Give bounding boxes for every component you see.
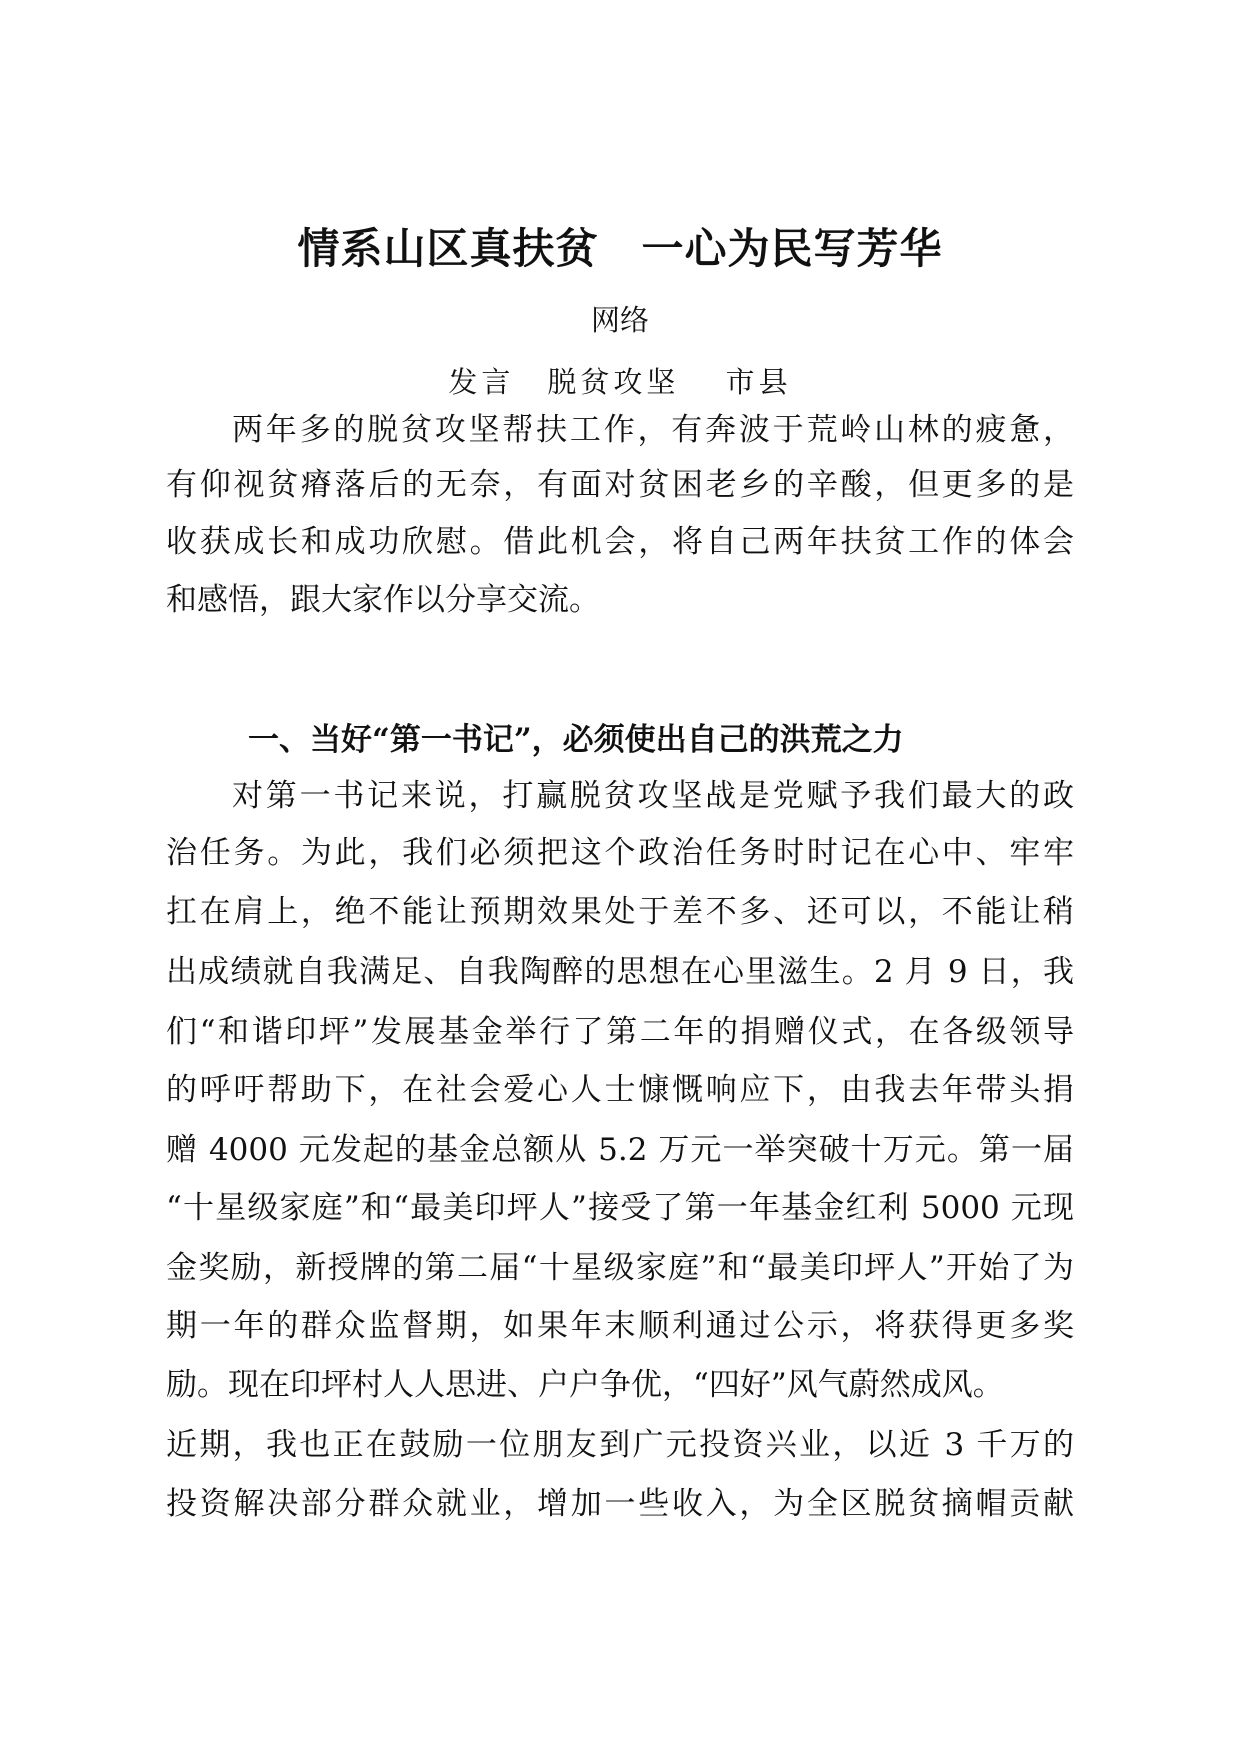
paragraph-line: 扛在肩上，绝不能让预期效果处于差不多、还可以，不能让稍 bbox=[166, 894, 1074, 930]
paragraph-line: 两年多的脱贫攻坚帮扶工作，有奔波于荒岭山林的疲惫， bbox=[232, 412, 1074, 448]
document-title: 情系山区真扶贫 一心为民写芳华 bbox=[297, 224, 943, 273]
paragraph-line: 们“和谐印坪”发展基金举行了第二年的捐赠仪式，在各级领导 bbox=[166, 1014, 1074, 1050]
paragraph-line: 期一年的群众监督期，如果年末顺利通过公示，将获得更多奖 bbox=[166, 1308, 1074, 1344]
paragraph-line: 的呼吁帮助下，在社会爱心人士慷慨响应下，由我去年带头捐 bbox=[166, 1072, 1074, 1108]
paragraph-line: 投资解决部分群众就业，增加一些收入，为全区脱贫摘帽贡献 bbox=[166, 1486, 1074, 1522]
document-source: 网络 bbox=[590, 303, 649, 337]
paragraph-line: 出成绩就自我满足、自我陶醉的思想在心里滋生。2 月 9 日，我 bbox=[166, 954, 1074, 990]
paragraph-line: “十星级家庭”和“最美印坪人”接受了第一年基金红利 5000 元现 bbox=[166, 1190, 1074, 1226]
paragraph-line: 近期，我也正在鼓励一位朋友到广元投资兴业，以近 3 千万的 bbox=[166, 1427, 1074, 1463]
document-tags: 发言 脱贫攻坚 市县 bbox=[448, 365, 792, 399]
section-heading: 一、当好“第一书记”，必须使出自己的洪荒之力 bbox=[248, 722, 904, 758]
paragraph-line: 金奖励，新授牌的第二届“十星级家庭”和“最美印坪人”开始了为 bbox=[166, 1250, 1074, 1286]
paragraph-line: 有仰视贫瘠落后的无奈，有面对贫困老乡的辛酸，但更多的是 bbox=[166, 467, 1074, 503]
paragraph-line: 治任务。为此，我们必须把这个政治任务时时记在心中、牢牢 bbox=[166, 835, 1074, 871]
paragraph-line: 和感悟，跟大家作以分享交流。 bbox=[166, 582, 600, 618]
paragraph-line: 收获成长和成功欣慰。借此机会，将自己两年扶贫工作的体会 bbox=[166, 524, 1074, 560]
paragraph-line: 赠 4000 元发起的基金总额从 5.2 万元一举突破十万元。第一届 bbox=[166, 1132, 1074, 1168]
paragraph-line: 励。现在印坪村人人思进、户户争优，“四好”风气蔚然成风。 bbox=[166, 1367, 1004, 1403]
paragraph-line: 对第一书记来说，打赢脱贫攻坚战是党赋予我们最大的政 bbox=[232, 778, 1074, 814]
